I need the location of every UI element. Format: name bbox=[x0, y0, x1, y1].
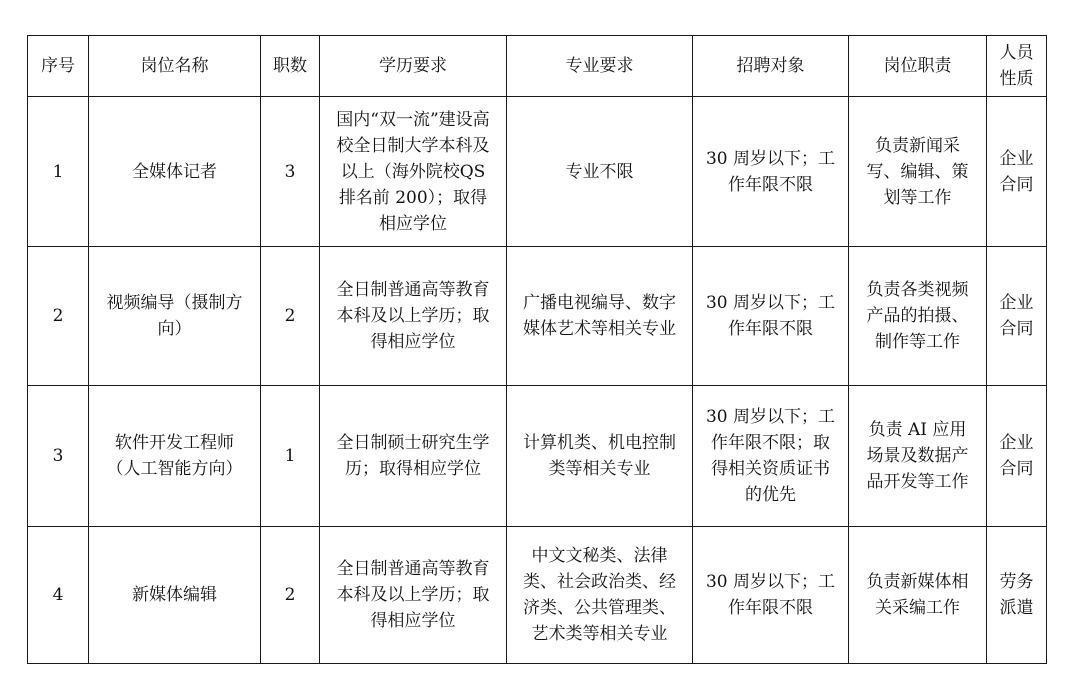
cell-major: 计算机类、机电控制类等相关专业 bbox=[507, 386, 693, 527]
cell-major: 专业不限 bbox=[507, 97, 693, 247]
cell-seq: 2 bbox=[28, 247, 89, 386]
cell-position-name: 全媒体记者 bbox=[89, 97, 261, 247]
cell-duty: 负责新闻采写、编辑、策划等工作 bbox=[849, 97, 987, 247]
cell-education: 全日制普通高等教育本科及以上学历；取得相应学位 bbox=[320, 247, 507, 386]
header-major: 专业要求 bbox=[507, 36, 693, 97]
header-education: 学历要求 bbox=[320, 36, 507, 97]
recruitment-table bbox=[27, 35, 1047, 664]
cell-nature: 企业合同 bbox=[987, 386, 1047, 527]
header-seq: 序号 bbox=[28, 36, 89, 97]
cell-education: 国内“双一流”建设高校全日制大学本科及以上（海外院校QS 排名前 200）；取得相应学位 bbox=[320, 97, 507, 247]
cell-target: 30 周岁以下；工作年限不限 bbox=[693, 247, 849, 386]
table-header-row bbox=[28, 36, 1047, 97]
cell-duty: 负责新媒体相关采编工作 bbox=[849, 527, 987, 664]
header-target: 招聘对象 bbox=[693, 36, 849, 97]
cell-duty: 负责 AI 应用场景及数据产品开发等工作 bbox=[849, 386, 987, 527]
cell-major: 中文文秘类、法律类、社会政治类、经济类、公共管理类、艺术类等相关专业 bbox=[507, 527, 693, 664]
cell-count: 2 bbox=[261, 527, 320, 664]
cell-nature: 企业合同 bbox=[987, 247, 1047, 386]
cell-position-name: 新媒体编辑 bbox=[89, 527, 261, 664]
table-row bbox=[28, 247, 1047, 386]
cell-count: 3 bbox=[261, 97, 320, 247]
cell-position-name: 视频编导（摄制方向） bbox=[89, 247, 261, 386]
cell-nature: 劳务派遣 bbox=[987, 527, 1047, 664]
table-row bbox=[28, 386, 1047, 527]
cell-education: 全日制硕士研究生学历；取得相应学位 bbox=[320, 386, 507, 527]
table-row bbox=[28, 97, 1047, 247]
cell-seq: 3 bbox=[28, 386, 89, 527]
header-nature: 人员性质 bbox=[987, 36, 1047, 97]
cell-major: 广播电视编导、数字媒体艺术等相关专业 bbox=[507, 247, 693, 386]
header-position-name: 岗位名称 bbox=[89, 36, 261, 97]
cell-count: 2 bbox=[261, 247, 320, 386]
table-row bbox=[28, 527, 1047, 664]
cell-nature: 企业合同 bbox=[987, 97, 1047, 247]
cell-seq: 1 bbox=[28, 97, 89, 247]
cell-duty: 负责各类视频产品的拍摄、制作等工作 bbox=[849, 247, 987, 386]
header-duty: 岗位职责 bbox=[849, 36, 987, 97]
cell-seq: 4 bbox=[28, 527, 89, 664]
cell-target: 30 周岁以下；工作年限不限 bbox=[693, 527, 849, 664]
cell-position-name: 软件开发工程师（人工智能方向） bbox=[89, 386, 261, 527]
cell-count: 1 bbox=[261, 386, 320, 527]
cell-target: 30 周岁以下；工作年限不限；取得相关资质证书的优先 bbox=[693, 386, 849, 527]
header-count: 职数 bbox=[261, 36, 320, 97]
cell-education: 全日制普通高等教育本科及以上学历；取得相应学位 bbox=[320, 527, 507, 664]
cell-target: 30 周岁以下；工作年限不限 bbox=[693, 97, 849, 247]
